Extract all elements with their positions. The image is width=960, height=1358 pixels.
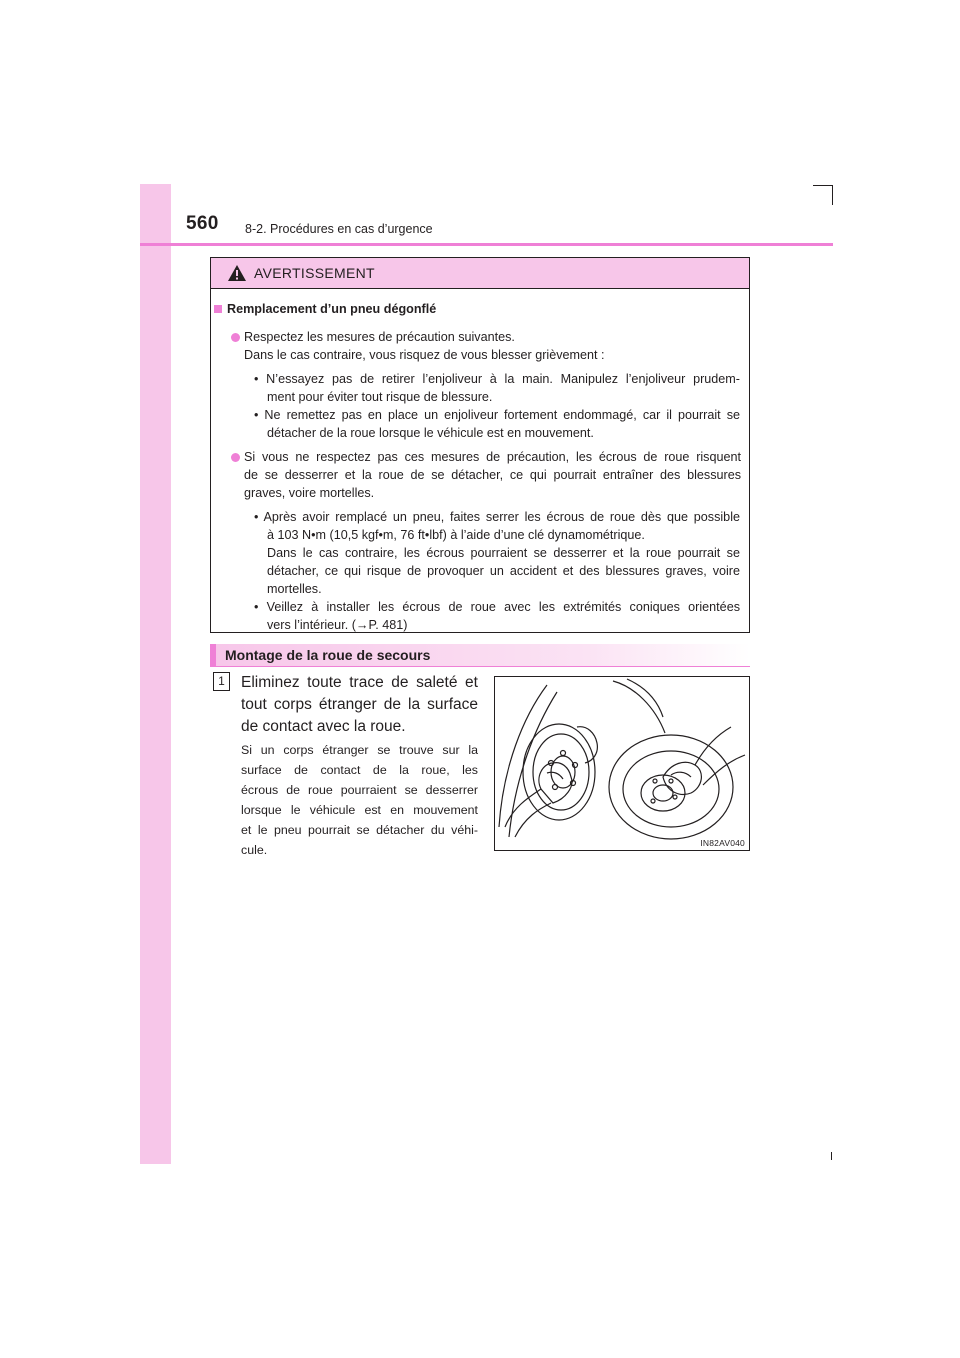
round-bullet-icon [231,333,240,342]
bullet2-sub2-line2: vers l’intérieur. (→P. 481) [267,618,408,632]
step-detail-line2: surface de contact de la roue, les [241,763,478,777]
header-rule [140,243,833,246]
side-color-strip [140,184,171,1164]
step-number: 1 [213,672,230,691]
montage-title: Montage de la roue de secours [225,647,431,663]
bullet1-sub2-line2: détacher de la roue lorsque le véhicule est en mouvement. [267,426,594,440]
warning-triangle-icon [227,264,247,282]
illustration-code: IN82AV040 [700,838,745,848]
bullet1-sub1-line1: • N’essayez pas de retirer l’enjoliveur à la main. Manipulez l’enjoliveur prudem- [254,372,740,386]
bullet2-line3: graves, voire mortelles. [244,486,375,500]
section-accent-bar [210,644,216,666]
round-bullet-icon [231,453,240,462]
step-detail-line6: cule. [241,843,268,857]
crop-mark [813,185,833,186]
bullet2-line1: Si vous ne respectez pas ces mesures de précaution, les écrous de roue risquent [244,450,741,464]
bullet2-sub1-line2: à 103 N•m (10,5 kgf•m, 76 ft•lbf) à l’aide d’une clé dynamométrique. [267,528,645,542]
bullet2-sub1-line3: Dans le cas contraire, les écrous pourraient se desserrer et la roue pourrait se [267,546,740,560]
step-main-line3: de contact avec la roue. [241,718,406,735]
step-detail-line3: écrous de roue pourraient se desserrer [241,783,478,797]
warning-title: AVERTISSEMENT [254,265,375,281]
step-main-line2: tout corps étranger de la surface [241,696,478,713]
step-detail-line5: et le pneu pourrait se détacher du véhi- [241,823,478,837]
warning-heading: Remplacement d’un pneu dégonflé [227,302,437,316]
step-detail-line4: lorsque le véhicule est en mouvement [241,803,478,817]
bullet2-line2: de se desserrer et la roue de se détacher, ce qui pourrait entraîner des blessures [244,468,741,482]
step-detail-line1: Si un corps étranger se trouve sur la [241,743,478,757]
square-bullet-icon [214,305,222,313]
section-title: 8-2. Procédures en cas d’urgence [245,222,433,236]
crop-mark [831,1152,832,1160]
step-main-line1: Eliminez toute trace de saleté et [241,674,478,691]
bullet1-sub2-line1: • Ne remettez pas en place un enjoliveur fortement endommagé, car il pourrait se [254,408,740,422]
wheel-cleaning-drawing [495,677,749,850]
warning-header [211,258,749,289]
bullet2-sub1-line1: • Après avoir remplacé un pneu, faites serrer les écrous de roue dès que possible [254,510,740,524]
wheel-cleaning-illustration [494,676,750,851]
bullet2-sub1-line5: mortelles. [267,582,322,596]
bullet2-sub2-line1: • Veillez à installer les écrous de roue avec les extrémités coniques orientées [254,600,740,614]
bullet1-sub1-line2: ment pour éviter tout risque de blessure. [267,390,493,404]
page-number: 560 [186,213,219,234]
warning-box [210,257,750,633]
montage-section-header [210,644,750,667]
crop-mark [832,185,833,205]
bullet1-line1: Respectez les mesures de précaution suivantes. [244,330,515,344]
bullet2-sub1-line4: détacher, ce qui risque de provoquer un accident et des blessures graves, voire [267,564,740,578]
bullet1-line2: Dans le cas contraire, vous risquez de vous blesser grièvement : [244,348,605,362]
